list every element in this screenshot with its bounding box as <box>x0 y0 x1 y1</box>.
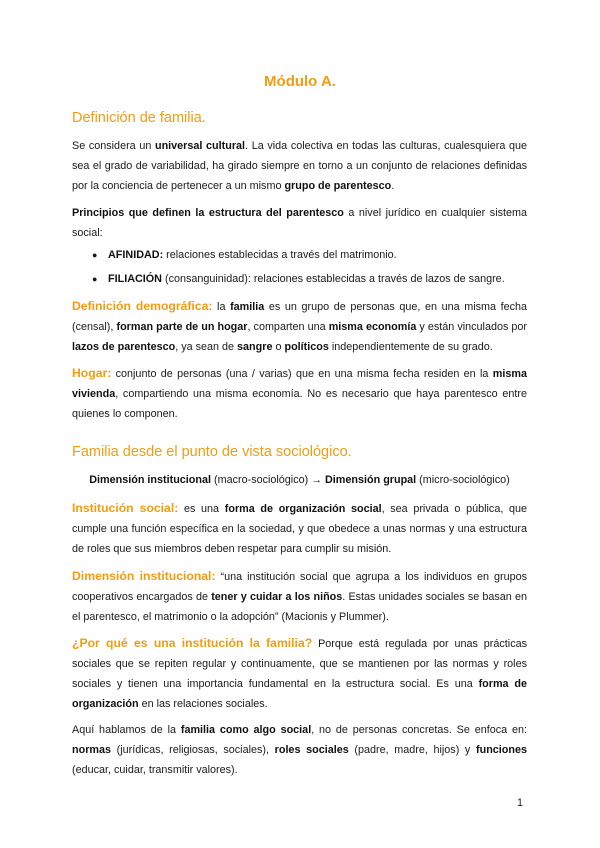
page-title: Módulo A. <box>264 73 336 90</box>
list-item-afinidad: ● AFINIDAD: relaciones establecidas a través del matrimonio. <box>92 245 527 265</box>
bullet-list-principios <box>92 245 527 289</box>
section-heading-sociologico: Familia desde el punto de vista sociológico. <box>72 444 352 460</box>
paragraph-institucion-social: Institución social: es una forma de organización social, sea privada o pública, que cumple una función específica en la sociedad, y que obedece a unas normas y una estructura de roles que sus miembros deben respetar para cumplir su misión. <box>72 501 528 555</box>
paragraph-dimensiones: Dimensión institucional (macro-sociológico) → Dimensión grupal (micro-sociológico) <box>89 474 510 486</box>
list-item-filiacion: ● FILIACIÓN (consanguinidad): relaciones establecidas a través de lazos de sangre. <box>92 269 527 289</box>
paragraph-hogar: Hogar: conjunto de personas (una / varias) que en una misma fecha residen en la misma vivienda, compartiendo una misma economía. No es necesario que haya parentesco entre quienes lo componen. <box>72 366 527 420</box>
paragraph-por-que-institucion: ¿Por qué es una institución la familia? Porque está regulada por unas prácticas sociales que se repiten regular y continuamente, que se mantienen por las normas y roles sociales y tienen una importancia fundamental en la estructura social. Es una forma de organización en las relaciones sociales. <box>72 636 528 710</box>
paragraph-principios: Principios que definen la estructura del parentesco a nivel jurídico en cualquier sistema social: <box>72 207 527 239</box>
paragraph-dimension-institucional: Dimensión institucional: “una institución social que agrupa a los individuos en grupos cooperativos encargados de tener y cuidar a los niños. Estas unidades sociales se basan en el parentesco, el matrimonio o la adopción” (Macionis y Plummer). <box>72 569 528 623</box>
page-number: 1 <box>517 797 524 809</box>
paragraph-definicion-demografica: Definición demográfica: la familia es un grupo de personas que, en una misma fecha (censal), forman parte de un hogar, comparten una misma economía y están vinculados por lazos de parentesco, ya sean de sangre o políticos independientemente de su grado. <box>72 299 528 353</box>
paragraph-universal-cultural: Se considera un universal cultural. La vida colectiva en todas las culturas, cualesquiera que sea el grado de variabilidad, ha girado siempre en torno a un conjunto de relaciones definidas por la conciencia de pertenecer a un mismo grupo de parentesco. <box>72 140 527 192</box>
paragraph-familia-social: Aquí hablamos de la familia como algo social, no de personas concretas. Se enfoca en: normas (jurídicas, religiosas, sociales), roles sociales (padre, madre, hijos) y funciones (educar, cuidar, transmitir valores). <box>72 724 528 776</box>
section-heading-definicion: Definición de familia. <box>72 110 206 126</box>
